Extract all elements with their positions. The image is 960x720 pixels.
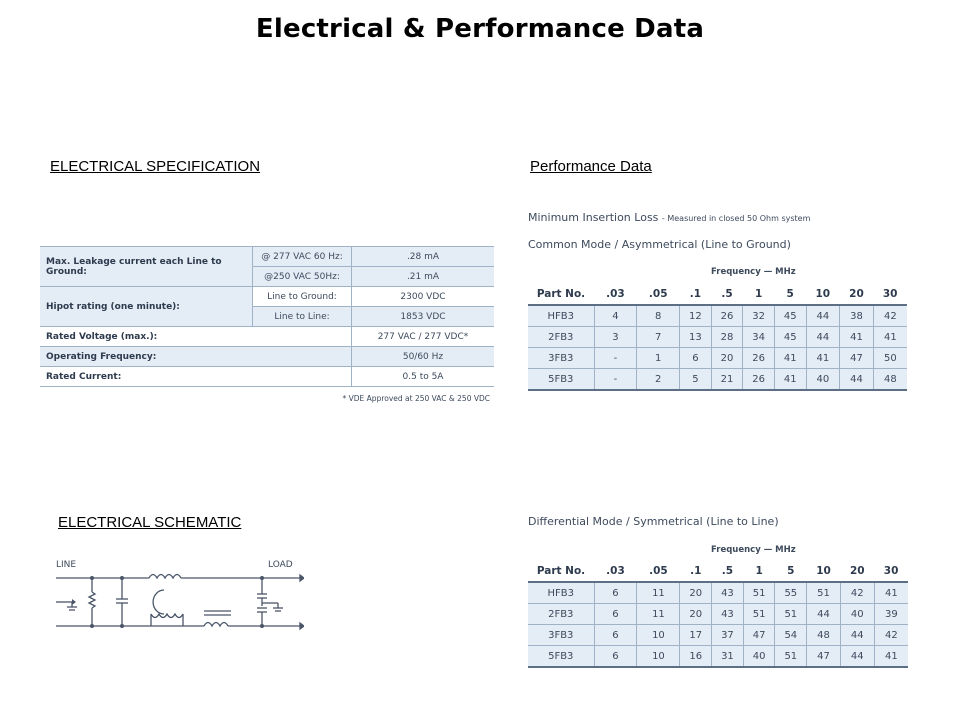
loss-value-cell: 44 (806, 327, 840, 348)
common-header-part-no: Part No. (528, 283, 594, 305)
differential-header-row (528, 560, 908, 582)
common-header-col-2: .05 (637, 283, 680, 305)
loss-value-cell: 2 (637, 369, 680, 391)
loss-value-cell: - (594, 348, 637, 369)
electrical-spec-table (40, 246, 494, 387)
loss-value-cell: 40 (840, 604, 874, 625)
performance-data-heading: Performance Data (530, 158, 652, 175)
differential-header-col-4: .5 (712, 560, 744, 582)
loss-value-cell: 51 (807, 582, 841, 604)
part-number-cell: 5FB3 (528, 646, 594, 668)
spec-row-hipot-1 (40, 287, 494, 307)
common-header-col-7: 10 (806, 283, 840, 305)
loss-value-cell: 47 (840, 348, 874, 369)
loss-value-cell: 40 (743, 646, 775, 668)
loss-value-cell: 20 (680, 582, 712, 604)
loss-value-cell: 38 (840, 305, 874, 327)
table-row (528, 625, 908, 646)
frequency-value: 50/60 Hz (352, 347, 495, 367)
differential-header-col-1: .03 (594, 560, 637, 582)
leakage-sub2: @250 VAC 50Hz: (253, 267, 352, 287)
common-header-col-3: .1 (680, 283, 712, 305)
spec-row-leakage-1 (40, 247, 494, 267)
schematic-line-label: LINE (56, 560, 77, 570)
loss-value-cell: 8 (637, 305, 680, 327)
differential-header-col-6: 5 (775, 560, 807, 582)
loss-value-cell: 47 (807, 646, 841, 668)
common-header-col-8: 20 (840, 283, 874, 305)
part-number-cell: 2FB3 (528, 604, 594, 625)
loss-value-cell: - (594, 369, 637, 391)
schematic-wiring (56, 575, 304, 630)
loss-value-cell: 21 (711, 369, 743, 391)
common-frequency-label: Frequency — MHz (711, 267, 796, 277)
loss-value-cell: 55 (775, 582, 807, 604)
common-header-col-5: 1 (743, 283, 775, 305)
spec-footnote: * VDE Approved at 250 VAC & 250 VDC (342, 394, 490, 403)
loss-value-cell: 4 (594, 305, 637, 327)
loss-value-cell: 43 (712, 582, 744, 604)
common-header-col-9: 30 (873, 283, 907, 305)
loss-value-cell: 6 (594, 646, 637, 668)
loss-value-cell: 7 (637, 327, 680, 348)
loss-value-cell: 20 (711, 348, 743, 369)
part-number-cell: HFB3 (528, 582, 594, 604)
electrical-schematic-heading: ELECTRICAL SCHEMATIC (58, 514, 242, 531)
loss-value-cell: 6 (594, 625, 637, 646)
table-row (528, 646, 908, 668)
common-header-col-4: .5 (711, 283, 743, 305)
differential-mode-table (528, 560, 908, 668)
loss-value-cell: 32 (743, 305, 775, 327)
loss-value-cell: 12 (680, 305, 712, 327)
loss-value-cell: 45 (774, 305, 806, 327)
electrical-schematic-diagram (54, 556, 304, 636)
loss-value-cell: 41 (873, 327, 907, 348)
differential-header-part-no: Part No. (528, 560, 594, 582)
loss-value-cell: 51 (743, 604, 775, 625)
loss-value-cell: 42 (873, 305, 907, 327)
part-number-cell: 5FB3 (528, 369, 594, 391)
hipot-label: Hipot rating (one minute): (40, 287, 253, 327)
loss-value-cell: 44 (840, 625, 874, 646)
loss-value-cell: 3 (594, 327, 637, 348)
spec-row-rated-voltage (40, 327, 494, 347)
hipot-sub1: Line to Ground: (253, 287, 352, 307)
loss-value-cell: 41 (806, 348, 840, 369)
common-header-row (528, 283, 907, 305)
part-number-cell: 3FB3 (528, 625, 594, 646)
common-header-col-1: .03 (594, 283, 637, 305)
table-row (528, 348, 907, 369)
differential-header-col-3: .1 (680, 560, 712, 582)
loss-value-cell: 11 (637, 604, 680, 625)
differential-header-col-5: 1 (743, 560, 775, 582)
leakage-label: Max. Leakage current each Line to Ground: (40, 247, 253, 287)
hipot-sub2: Line to Line: (253, 307, 352, 327)
leakage-val2: .21 mA (352, 267, 495, 287)
differential-header-col-9: 30 (874, 560, 908, 582)
loss-value-cell: 26 (743, 348, 775, 369)
loss-value-cell: 41 (874, 582, 908, 604)
part-number-cell: HFB3 (528, 305, 594, 327)
loss-value-cell: 51 (775, 604, 807, 625)
loss-value-cell: 41 (774, 369, 806, 391)
insertion-loss-caption (528, 211, 810, 224)
common-mode-caption: Common Mode / Asymmetrical (Line to Ground) (528, 238, 791, 251)
loss-value-cell: 40 (806, 369, 840, 391)
spec-row-rated-current (40, 367, 494, 387)
loss-value-cell: 45 (774, 327, 806, 348)
hipot-val1: 2300 VDC (352, 287, 495, 307)
loss-value-cell: 44 (807, 604, 841, 625)
loss-value-cell: 1 (637, 348, 680, 369)
common-header-col-6: 5 (774, 283, 806, 305)
loss-value-cell: 26 (743, 369, 775, 391)
loss-value-cell: 44 (840, 369, 874, 391)
part-number-cell: 3FB3 (528, 348, 594, 369)
loss-value-cell: 41 (774, 348, 806, 369)
differential-header-col-8: 20 (840, 560, 874, 582)
loss-value-cell: 10 (637, 646, 680, 668)
loss-value-cell: 34 (743, 327, 775, 348)
differential-mode-caption: Differential Mode / Symmetrical (Line to Line) (528, 515, 779, 528)
electrical-specification-heading: ELECTRICAL SPECIFICATION (50, 158, 261, 175)
hipot-val2: 1853 VDC (352, 307, 495, 327)
loss-value-cell: 47 (743, 625, 775, 646)
loss-value-cell: 42 (840, 582, 874, 604)
loss-value-cell: 42 (874, 625, 908, 646)
schematic-load-label: LOAD (268, 560, 293, 570)
loss-value-cell: 44 (806, 305, 840, 327)
rated-current-value: 0.5 to 5A (352, 367, 495, 387)
table-row (528, 305, 907, 327)
insertion-loss-note: - Measured in closed 50 Ohm system (661, 214, 811, 223)
loss-value-cell: 28 (711, 327, 743, 348)
loss-value-cell: 10 (637, 625, 680, 646)
loss-value-cell: 26 (711, 305, 743, 327)
table-row (528, 369, 907, 391)
loss-value-cell: 39 (874, 604, 908, 625)
leakage-val1: .28 mA (352, 247, 495, 267)
loss-value-cell: 41 (874, 646, 908, 668)
loss-value-cell: 54 (775, 625, 807, 646)
loss-value-cell: 17 (680, 625, 712, 646)
loss-value-cell: 44 (840, 646, 874, 668)
loss-value-cell: 11 (637, 582, 680, 604)
loss-value-cell: 6 (680, 348, 712, 369)
differential-header-col-2: .05 (637, 560, 680, 582)
loss-value-cell: 48 (873, 369, 907, 391)
schematic-nodes (72, 576, 264, 628)
differential-frequency-label: Frequency — MHz (711, 545, 796, 555)
loss-value-cell: 41 (840, 327, 874, 348)
table-row (528, 327, 907, 348)
loss-value-cell: 13 (680, 327, 712, 348)
differential-header-col-7: 10 (807, 560, 841, 582)
part-number-cell: 2FB3 (528, 327, 594, 348)
loss-value-cell: 31 (712, 646, 744, 668)
rated-current-label: Rated Current: (40, 367, 352, 387)
leakage-sub1: @ 277 VAC 60 Hz: (253, 247, 352, 267)
table-row (528, 604, 908, 625)
rated-voltage-label: Rated Voltage (max.): (40, 327, 352, 347)
loss-value-cell: 16 (680, 646, 712, 668)
loss-value-cell: 50 (873, 348, 907, 369)
page-title: Electrical & Performance Data (255, 14, 705, 44)
rated-voltage-value: 277 VAC / 277 VDC* (352, 327, 495, 347)
loss-value-cell: 5 (680, 369, 712, 391)
common-mode-table (528, 283, 907, 391)
frequency-label: Operating Frequency: (40, 347, 352, 367)
loss-value-cell: 48 (807, 625, 841, 646)
loss-value-cell: 51 (743, 582, 775, 604)
loss-value-cell: 6 (594, 604, 637, 625)
spec-row-frequency (40, 347, 494, 367)
loss-value-cell: 6 (594, 582, 637, 604)
insertion-loss-label: Minimum Insertion Loss (528, 211, 659, 224)
table-row (528, 582, 908, 604)
loss-value-cell: 37 (712, 625, 744, 646)
loss-value-cell: 20 (680, 604, 712, 625)
loss-value-cell: 43 (712, 604, 744, 625)
loss-value-cell: 51 (775, 646, 807, 668)
